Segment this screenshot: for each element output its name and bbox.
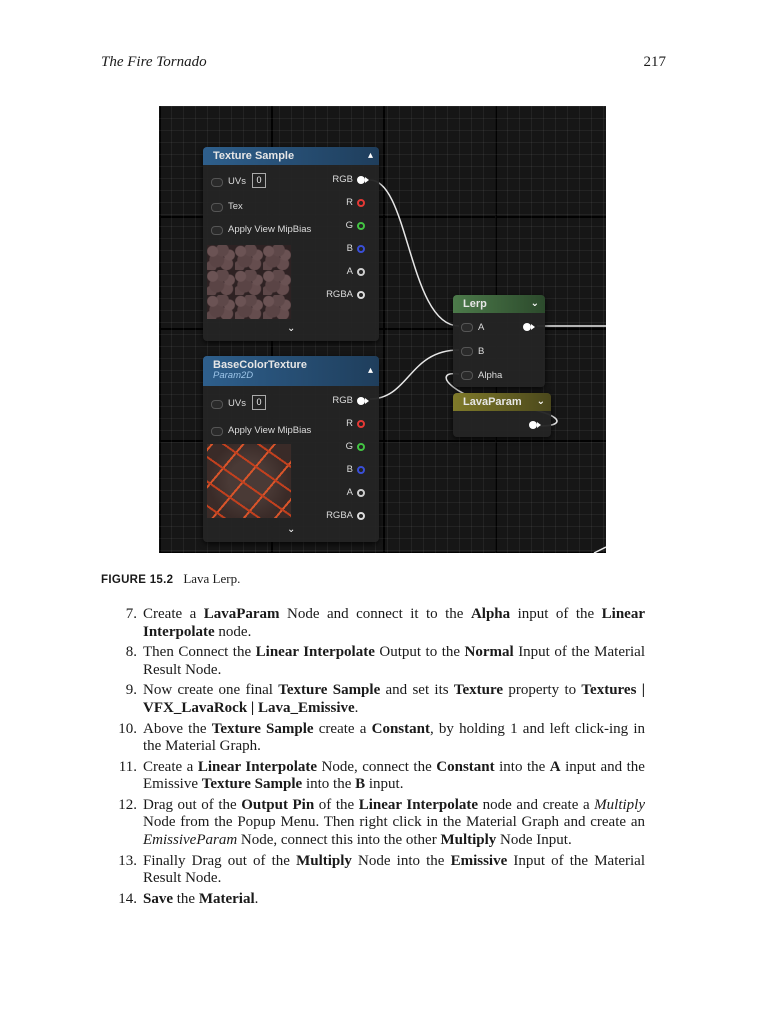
node-title: LavaParam — [463, 396, 522, 408]
step-text: Multiply — [296, 852, 352, 869]
mipbias-label: Apply View MipBias — [228, 224, 312, 235]
step-number: 9. — [125, 682, 137, 699]
step-text: Alpha — [470, 606, 511, 622]
step-text: Linear Interpolate — [358, 796, 479, 813]
lavaparam-node[interactable] — [453, 393, 551, 437]
a-input-pin[interactable] — [461, 323, 473, 332]
node-title: Texture Sample — [213, 150, 295, 162]
step-text: Constant — [436, 758, 495, 775]
step-text: Multiply — [440, 831, 497, 848]
chevron-down-icon[interactable]: ⌄ — [530, 298, 539, 309]
step-text: of the — [314, 796, 359, 813]
r-output-pin[interactable] — [357, 420, 365, 428]
b-label: B — [346, 464, 353, 475]
step-item — [101, 853, 645, 888]
lerp-node[interactable] — [453, 295, 545, 387]
step-text: Now create one final — [143, 682, 279, 699]
basecolortexture-node[interactable] — [203, 356, 379, 542]
step-item — [101, 891, 645, 909]
step-item — [101, 797, 645, 850]
step-text: LavaParam — [203, 606, 280, 622]
step-item — [101, 759, 645, 794]
step-text: Texture — [453, 682, 504, 699]
step-text: Node into the — [351, 852, 451, 869]
rgba-label: RGBA — [326, 289, 353, 300]
texture-sample-node[interactable] — [203, 147, 379, 341]
b-input-pin[interactable] — [461, 347, 473, 356]
page-number: 217 — [643, 54, 666, 70]
figure-caption-text: Lava Lerp. — [183, 571, 241, 586]
figure-caption — [101, 571, 240, 587]
step-text: Drag out of the — [143, 796, 242, 813]
b-output-pin[interactable] — [357, 245, 365, 253]
uvs-label: UVs — [228, 176, 246, 187]
a-input-label: A — [478, 322, 485, 333]
r-label: R — [346, 197, 353, 208]
chevron-down-icon[interactable]: ⌄ — [536, 396, 545, 407]
b-input-label: B — [478, 346, 485, 357]
uvs-pin[interactable] — [211, 400, 223, 409]
running-head — [101, 54, 666, 74]
step-text: Node and connect it to the — [279, 606, 471, 622]
step-text: , by holding 1 and left click-ing in the Material Graph. — [143, 720, 646, 755]
lerp-output-pin[interactable] — [523, 323, 531, 331]
step-text: property to — [503, 682, 582, 699]
a-output-pin[interactable] — [357, 489, 365, 497]
node-title: Lerp — [463, 298, 487, 310]
tex-label: Tex — [228, 201, 243, 212]
r-label: R — [346, 418, 353, 429]
b-label: B — [346, 243, 353, 254]
a-label: A — [346, 266, 353, 277]
lavaparam-output-pin[interactable] — [529, 421, 537, 429]
alpha-input-pin[interactable] — [461, 371, 473, 380]
step-text: Node, connect this into the other — [237, 831, 441, 848]
rgba-output-pin[interactable] — [357, 512, 365, 520]
step-text: . — [254, 890, 259, 907]
step-text: . — [354, 699, 359, 716]
step-text: Constant — [371, 720, 430, 737]
step-number: 8. — [125, 644, 137, 661]
wire-rgb-to-lerp-a — [370, 180, 459, 326]
g-label: G — [345, 441, 353, 452]
step-text: Linear Interpolate — [197, 758, 318, 775]
figure-label: FIGURE 15.2 — [101, 574, 174, 586]
lavaparam-header[interactable] — [453, 393, 551, 411]
step-text: A — [549, 758, 561, 775]
step-text: Output Pin — [241, 796, 315, 813]
step-text: Then Connect the — [143, 644, 256, 661]
step-number: 11. — [118, 758, 137, 775]
uvs-label: UVs — [228, 398, 246, 409]
instruction-steps — [101, 606, 645, 912]
step-text: Linear Interpolate — [143, 606, 645, 640]
collapse-icon[interactable]: ▴ — [367, 365, 373, 376]
mipbias-pin[interactable] — [211, 427, 223, 436]
rgb-output-pin[interactable] — [357, 397, 365, 405]
g-output-pin[interactable] — [357, 222, 365, 230]
rgba-label: RGBA — [326, 510, 353, 521]
step-text: node. — [214, 623, 252, 640]
step-text: Texture Sample — [201, 776, 303, 793]
step-number: 10. — [118, 720, 137, 737]
step-text: Save — [143, 890, 173, 907]
b-output-pin[interactable] — [357, 466, 365, 474]
step-text: Texture Sample — [278, 682, 381, 699]
step-text: Create a — [143, 758, 198, 775]
step-number: 13. — [118, 852, 137, 869]
rgb-output-pin[interactable] — [357, 176, 365, 184]
step-text: into the — [494, 758, 550, 775]
step-text: create a — [313, 720, 372, 737]
g-output-pin[interactable] — [357, 443, 365, 451]
step-item — [101, 721, 645, 756]
node-subtitle: Param2D — [213, 370, 254, 381]
collapse-icon[interactable]: ▴ — [367, 150, 373, 161]
expand-chevron-icon[interactable]: ⌄ — [287, 323, 296, 334]
alpha-input-label: Alpha — [478, 370, 503, 381]
step-text: Input of the Material Result Node. — [143, 644, 645, 678]
step-text: Above the — [143, 720, 212, 737]
mipbias-label: Apply View MipBias — [228, 425, 312, 436]
step-item — [101, 644, 645, 679]
expand-chevron-icon[interactable]: ⌄ — [287, 524, 296, 535]
step-text: Create a — [143, 606, 204, 622]
wire-offscreen — [594, 547, 606, 553]
step-number: 7. — [125, 606, 137, 622]
rgba-output-pin[interactable] — [357, 291, 365, 299]
step-item — [101, 682, 645, 717]
step-text: Output to the — [374, 644, 465, 661]
step-text: Finally Drag out of the — [143, 852, 297, 869]
step-text: node and create a — [478, 796, 595, 813]
step-text: Material — [198, 890, 255, 907]
step-text: Textures | VFX_LavaRock | Lava_Emissive — [143, 682, 646, 716]
mipbias-pin[interactable] — [211, 226, 223, 235]
step-text: Emissive — [450, 852, 508, 869]
material-graph-figure — [159, 106, 606, 553]
uvs-value[interactable]: 0 — [252, 395, 266, 410]
step-text: Linear Interpolate — [255, 644, 375, 661]
step-text: input and the Emissive — [143, 758, 645, 793]
step-text: input of the — [510, 606, 602, 622]
rgb-label: RGB — [332, 174, 353, 185]
step-text: EmissiveParam — [143, 831, 238, 848]
step-text: Input of the Material Result Node. — [143, 852, 646, 887]
g-label: G — [345, 220, 353, 231]
r-output-pin[interactable] — [357, 199, 365, 207]
rgb-label: RGB — [332, 395, 353, 406]
a-output-pin[interactable] — [357, 268, 365, 276]
step-number: 14. — [118, 890, 137, 907]
step-text: B — [355, 776, 366, 793]
step-text: Normal — [464, 644, 514, 661]
step-text: Node Input. — [496, 831, 572, 848]
tex-pin[interactable] — [211, 203, 223, 212]
step-text: the — [173, 890, 199, 907]
wire-basecolor-to-lerp-b — [367, 350, 459, 399]
chapter-title: The Fire Tornado — [101, 54, 207, 70]
step-text: Node from the Popup Menu. Then right click in the Material Graph and create an — [143, 814, 645, 831]
node-title: BaseColorTexture — [213, 359, 307, 371]
uvs-pin[interactable] — [211, 178, 223, 187]
rock-texture-preview — [207, 245, 291, 319]
step-text: and set its — [380, 682, 454, 699]
a-label: A — [346, 487, 353, 498]
uvs-value[interactable]: 0 — [252, 173, 266, 188]
step-text: Multiply — [594, 796, 645, 813]
step-number: 12. — [118, 796, 137, 813]
lava-texture-preview — [207, 444, 291, 518]
step-text: Node, connect the — [317, 758, 437, 775]
step-text: into the — [302, 776, 356, 793]
step-item — [101, 606, 645, 641]
step-text: input. — [365, 776, 404, 793]
step-text: Texture Sample — [211, 720, 314, 737]
